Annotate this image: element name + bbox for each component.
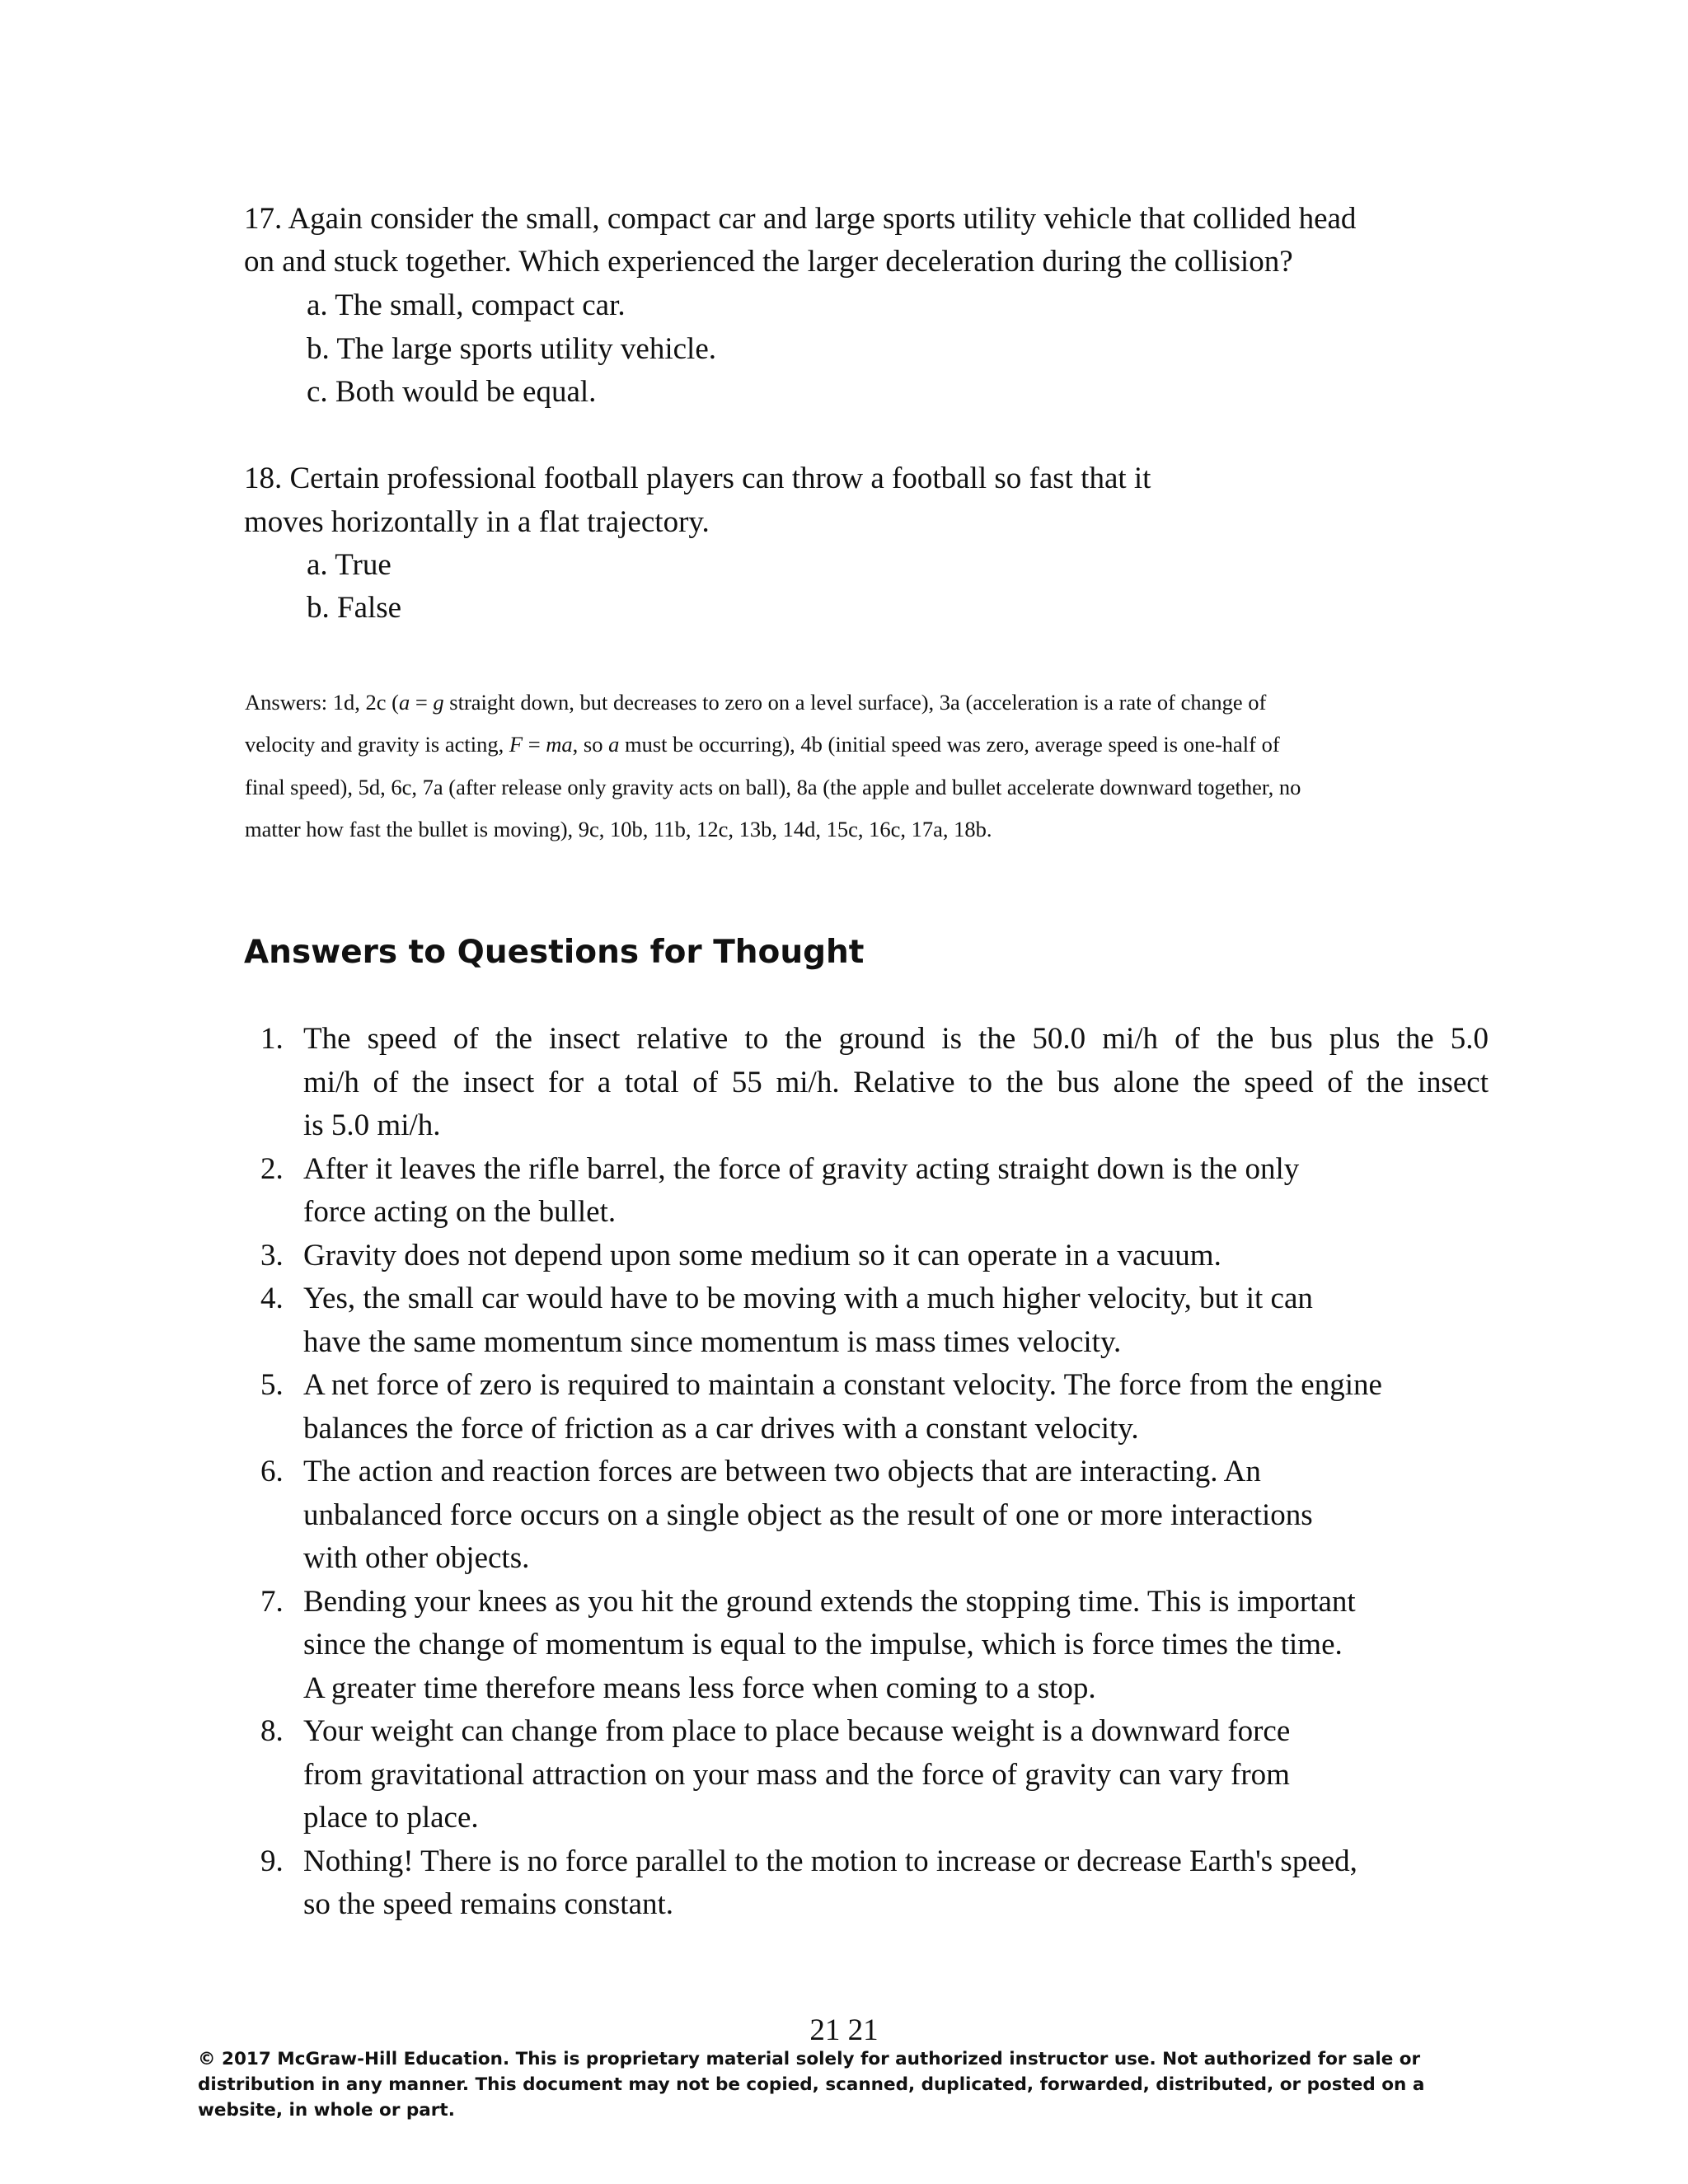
list-item-text-line: A net force of zero is required to maintain a constant velocity. The force from the engine	[303, 1368, 1382, 1402]
answer-key-line-3: final speed), 5d, 6c, 7a (after release only gravity acts on ball), 8a (the apple and bullet accelerate downward together, no	[245, 775, 1301, 799]
section-heading: Answers to Questions for Thought	[244, 934, 865, 971]
question-17-line-2: on and stuck together. Which experienced the larger deceleration during the collision?	[244, 245, 1293, 279]
list-item-text-line: place to place.	[303, 1801, 479, 1835]
question-17-line-1: 17. Again consider the small, compact car and large sports utility vehicle that collided head	[244, 202, 1357, 236]
question-18-line-2: moves horizontally in a flat trajectory.	[244, 505, 710, 539]
question-17-option-c: c. Both would be equal.	[307, 375, 597, 409]
page-number: 21 21	[809, 2013, 879, 2047]
list-item-text-line: Gravity does not depend upon some medium so it can operate in a vacuum.	[303, 1238, 1221, 1272]
list-item-number: 6.	[260, 1455, 284, 1488]
list-item-text-line: force acting on the bullet.	[303, 1195, 617, 1229]
question-17-option-b: b. The large sports utility vehicle.	[307, 332, 717, 366]
list-item-text-line: The speed of the insect relative to the ground is the 50.0 mi/h of the bus plus the 5.0	[303, 1022, 1489, 1056]
list-item-number: 8.	[260, 1714, 284, 1748]
list-item-text-line: with other objects.	[303, 1541, 530, 1575]
list-item-text-line: mi/h of the insect for a total of 55 mi/h. Relative to the bus alone the speed of the insect	[303, 1065, 1489, 1099]
list-item-text-line: The action and reaction forces are between two objects that are interacting. An	[303, 1455, 1261, 1488]
answer-key-line-2: velocity and gravity is acting, F = ma, so a must be occurring), 4b (initial speed was zero, average speed is one-half of	[245, 732, 1280, 757]
question-18-option-a: a. True	[307, 548, 392, 582]
question-17-option-a: a. The small, compact car.	[307, 288, 626, 322]
list-item-text-line: Your weight can change from place to place because weight is a downward force	[303, 1714, 1291, 1748]
list-item-number: 9.	[260, 1844, 284, 1878]
footer-line-2: distribution in any manner. This document may not be copied, scanned, duplicated, forwarded, distributed, or posted on a	[198, 2074, 1425, 2095]
footer-line-1: © 2017 McGraw-Hill Education. This is proprietary material solely for authorized instructor use. Not authorized for sale or	[198, 2049, 1421, 2069]
list-item-text-line: Yes, the small car would have to be moving with a much higher velocity, but it can	[303, 1282, 1313, 1315]
list-item-text-line: is 5.0 mi/h.	[303, 1108, 441, 1142]
answer-key-line-4: matter how fast the bullet is moving), 9c, 10b, 11b, 12c, 13b, 14d, 15c, 16c, 17a, 18b.	[245, 817, 992, 841]
list-item-number: 5.	[260, 1368, 284, 1402]
list-item-text-line: Bending your knees as you hit the ground extends the stopping time. This is important	[303, 1584, 1356, 1619]
list-item-number: 1.	[260, 1022, 284, 1056]
list-item-text-line: balances the force of friction as a car drives with a constant velocity.	[303, 1411, 1139, 1446]
list-item-text-line: since the change of momentum is equal to the impulse, which is force times the time.	[303, 1628, 1343, 1661]
list-item-number: 4.	[260, 1282, 284, 1315]
list-item-text-line: have the same momentum since momentum is mass times velocity.	[303, 1324, 1122, 1359]
list-item-number: 7.	[260, 1584, 284, 1619]
list-item-text-line: After it leaves the rifle barrel, the force of gravity acting straight down is the only	[303, 1151, 1300, 1186]
question-18-line-1: 18. Certain professional football players can throw a football so fast that it	[244, 462, 1151, 495]
answer-key-line-1: Answers: 1d, 2c (a = g straight down, but decreases to zero on a level surface), 3a (acceleration is a rate of change of	[245, 690, 1267, 715]
footer-line-3: website, in whole or part.	[198, 2100, 455, 2121]
list-item-number: 2.	[260, 1151, 284, 1186]
copyright-footer	[198, 2046, 1459, 2123]
list-item-number: 3.	[260, 1238, 284, 1272]
list-item-text-line: unbalanced force occurs on a single object as the result of one or more interactions	[303, 1497, 1313, 1532]
list-item-text-line: A greater time therefore means less force when coming to a stop.	[303, 1671, 1096, 1705]
question-18-option-b: b. False	[307, 591, 402, 625]
list-item-text-line: Nothing! There is no force parallel to the motion to increase or decrease Earth's speed,	[303, 1844, 1357, 1878]
list-item-text-line: so the speed remains constant.	[303, 1887, 674, 1921]
list-item-text-line: from gravitational attraction on your mass and the force of gravity can vary from	[303, 1757, 1290, 1792]
